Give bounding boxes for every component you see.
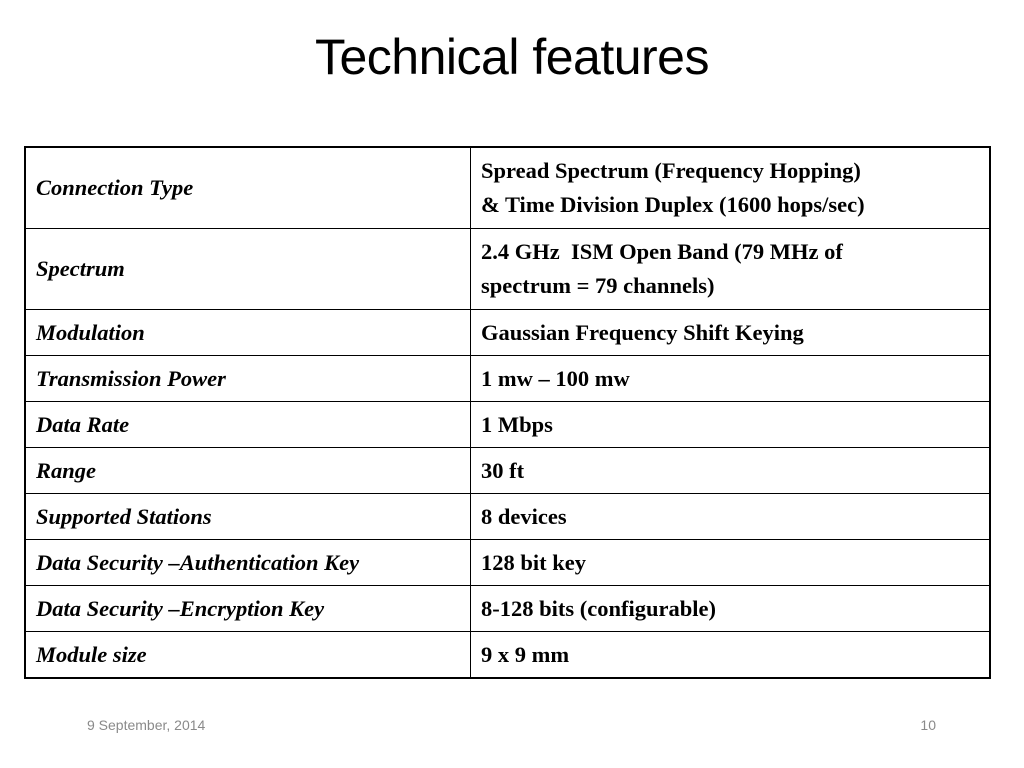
row-value: Gaussian Frequency Shift Keying — [471, 310, 991, 356]
technical-features-table — [24, 146, 991, 679]
row-label: Module size — [25, 632, 471, 679]
row-value — [471, 147, 991, 229]
row-value-line: spectrum = 79 channels) — [481, 273, 715, 298]
row-value: 9 x 9 mm — [471, 632, 991, 679]
row-value — [471, 229, 991, 310]
table-row — [25, 402, 990, 448]
table-row — [25, 310, 990, 356]
table-row — [25, 448, 990, 494]
row-value: 1 Mbps — [471, 402, 991, 448]
row-label: Data Rate — [25, 402, 471, 448]
table-row — [25, 494, 990, 540]
row-value: 128 bit key — [471, 540, 991, 586]
row-value: 30 ft — [471, 448, 991, 494]
row-label: Transmission Power — [25, 356, 471, 402]
row-value: 1 mw – 100 mw — [471, 356, 991, 402]
row-value: 8-128 bits (configurable) — [471, 586, 991, 632]
table-row — [25, 540, 990, 586]
row-value-line: & Time Division Duplex (1600 hops/sec) — [481, 192, 865, 217]
page-number: 10 — [920, 717, 936, 733]
footer-date: 9 September, 2014 — [87, 717, 206, 733]
slide-title: Technical features — [314, 29, 709, 85]
row-value-line: 2.4 GHz ISM Open Band (79 MHz of — [481, 239, 843, 264]
row-label: Connection Type — [25, 147, 471, 229]
row-label: Supported Stations — [25, 494, 471, 540]
row-label: Spectrum — [25, 229, 471, 310]
row-label: Modulation — [25, 310, 471, 356]
table-row — [25, 229, 990, 310]
table-row — [25, 632, 990, 679]
row-label: Data Security –Encryption Key — [25, 586, 471, 632]
row-value: 8 devices — [471, 494, 991, 540]
row-label: Data Security –Authentication Key — [25, 540, 471, 586]
table-row — [25, 586, 990, 632]
table-row — [25, 356, 990, 402]
row-value-line: Spread Spectrum (Frequency Hopping) — [481, 158, 861, 183]
table-row — [25, 147, 990, 229]
row-label: Range — [25, 448, 471, 494]
